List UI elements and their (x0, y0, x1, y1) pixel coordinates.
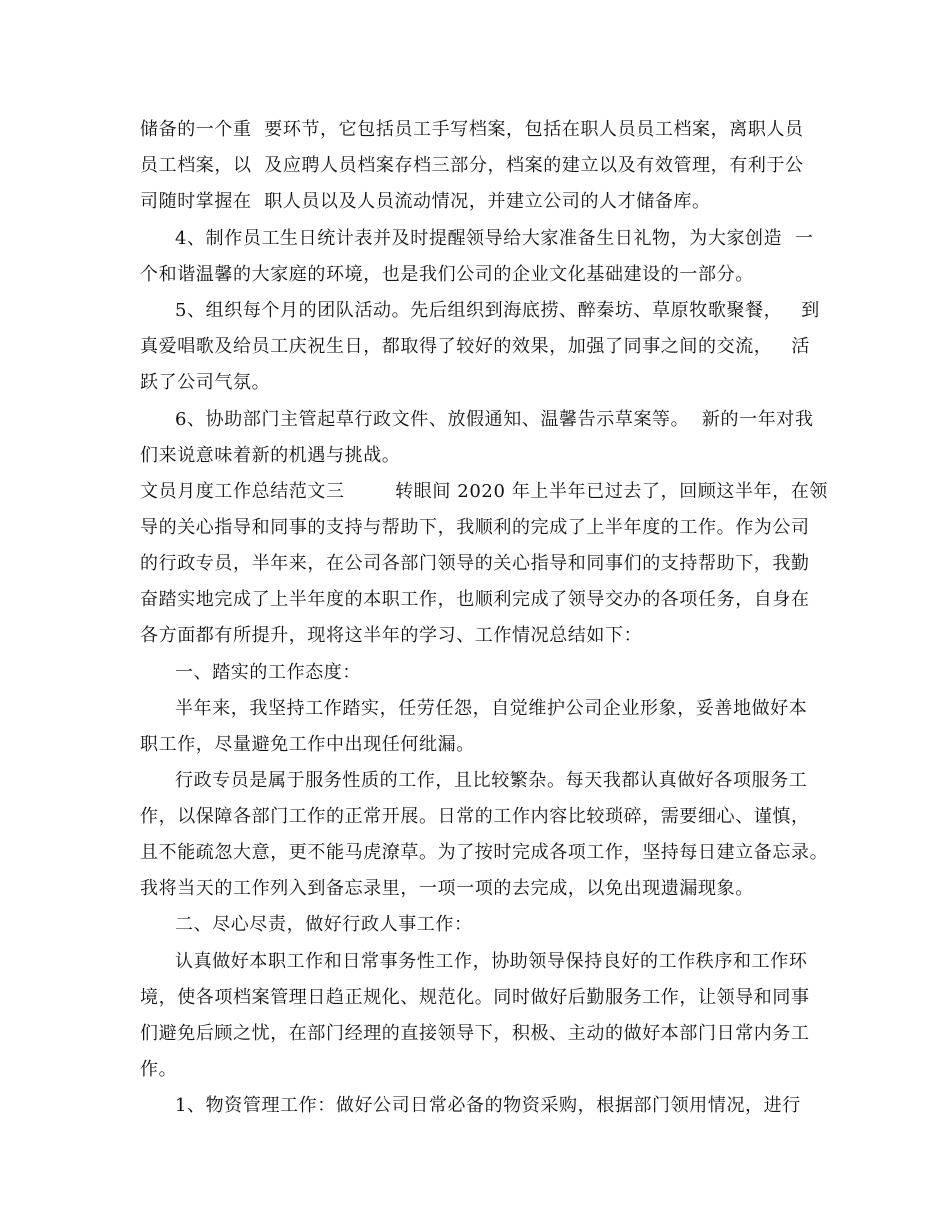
paragraph-line: 储备的一个重 要环节，它包括员工手写档案，包括在职人员员工档案，离职人员 (140, 119, 804, 140)
heading-line: 二、尽心尽责，做好行政人事工作： (175, 914, 473, 935)
paragraph-line: 4、制作员工生日统计表并及时提醒领导给大家准备生日礼物，为大家创造 一 (175, 228, 814, 249)
paragraph-line: 认真做好本职工作和日常事务性工作，协助领导保持良好的工作秩序和工作环 (175, 951, 808, 972)
heading-line: 一、踏实的工作态度： (175, 662, 361, 683)
paragraph-line: 境，使各项档案管理日趋正规化、规范化。同时做好后勤服务工作，让领导和同事 (140, 987, 810, 1008)
paragraph-line: 职工作，尽量避免工作中出现任何纰漏。 (140, 734, 475, 755)
paragraph-line: 作，以保障各部门工作的正常开展。日常的工作内容比较琐碎，需要细心、谨慎， (140, 806, 810, 827)
paragraph-line: 真爱唱歌及给员工庆祝生日，都取得了较好的效果，加强了同事之间的交流， 活 (140, 336, 810, 357)
paragraph-line: 行政专员是属于服务性质的工作，且比较繁杂。每天我都认真做好各项服务工 (175, 770, 808, 791)
paragraph-line: 的行政专员，半年来，在公司各部门领导的关心指导和同事们的支持帮助下，我勤 (140, 553, 810, 574)
paragraph-line: 各方面都有所提升，现将这半年的学习、工作情况总结如下： (140, 625, 643, 646)
paragraph-line: 们来说意味着新的机遇与挑战。 (140, 445, 401, 466)
paragraph-line: 导的关心指导和同事的支持与帮助下，我顺利的完成了上半年度的工作。作为公司 (140, 517, 810, 538)
section-title-line: 文员月度工作总结范文三 转眼间 2020 年上半年已过去了，回顾这半年，在领 (140, 481, 829, 502)
paragraph-line: 且不能疏忽大意，更不能马虎潦草。为了按时完成各项工作，坚持每日建立备忘录。 (140, 842, 829, 863)
paragraph-line: 1、物资管理工作：做好公司日常必备的物资采购，根据部门领用情况，进行 (175, 1095, 801, 1116)
paragraph-line: 跃了公司气氛。 (140, 372, 271, 393)
paragraph-line: 半年来，我坚持工作踏实，任劳任怨，自觉维护公司企业形象，妥善地做好本 (175, 698, 808, 719)
paragraph-line: 我将当天的工作列入到备忘录里，一项一项的去完成，以免出现遗漏现象。 (140, 878, 754, 899)
paragraph-line: 作。 (140, 1059, 178, 1080)
paragraph-line: 5、组织每个月的团队活动。先后组织到海底捞、醉秦坊、草原牧歌聚餐， 到 (175, 300, 820, 321)
paragraph-line: 司随时掌握在 职人员以及人员流动情况，并建立公司的人才储备库。 (140, 191, 711, 212)
paragraph-line: 们避免后顾之忧，在部门经理的直接领导下，积极、主动的做好本部门日常内务工 (140, 1023, 810, 1044)
paragraph-line: 员工档案，以 及应聘人员档案存档三部分，档案的建立以及有效管理，有利于公 (140, 155, 804, 176)
paragraph-line: 个和谐温馨的大家庭的环境，也是我们公司的企业文化基础建设的一部分。 (140, 264, 754, 285)
paragraph-line: 6、协助部门主管起草行政文件、放假通知、温馨告示草案等。 新的一年对我 (175, 409, 814, 430)
paragraph-line: 奋踏实地完成了上半年度的本职工作，也顺利完成了领导交办的各项任务，自身在 (140, 589, 810, 610)
